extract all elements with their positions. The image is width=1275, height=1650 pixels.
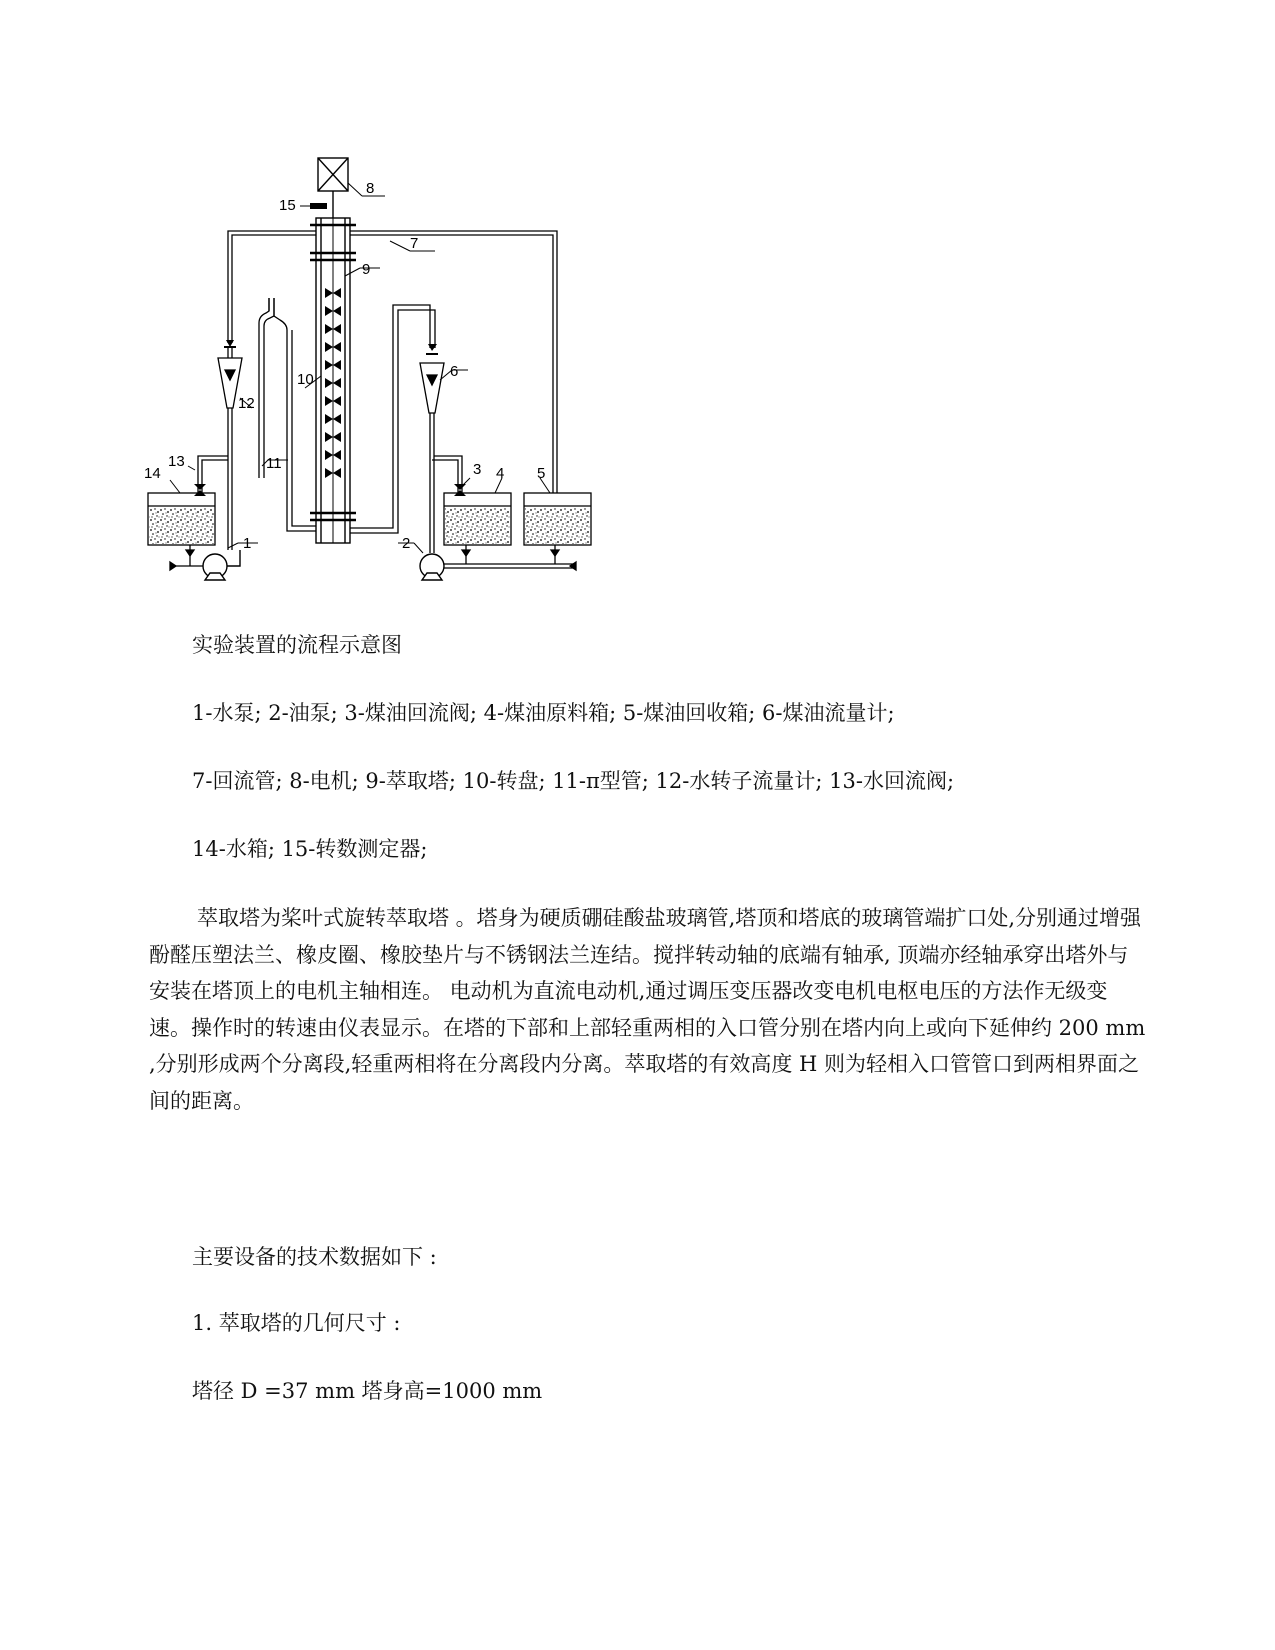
kerosene-recovery-tank bbox=[524, 493, 591, 545]
apparatus-flow-diagram bbox=[140, 148, 600, 593]
part-label-15: 15 bbox=[279, 197, 296, 214]
part-label-3: 3 bbox=[473, 461, 482, 478]
oil-pump bbox=[420, 554, 444, 580]
part-label-1: 1 bbox=[243, 535, 252, 552]
leader-lines bbox=[170, 183, 550, 553]
part-label-13: 13 bbox=[168, 453, 185, 470]
return-pipe bbox=[226, 231, 557, 493]
water-rotameter bbox=[218, 347, 242, 550]
part-label-7: 7 bbox=[410, 235, 419, 252]
part-label-10: 10 bbox=[297, 371, 314, 388]
extraction-column bbox=[310, 218, 356, 543]
part-label-14: 14 bbox=[144, 465, 161, 482]
part-label-12: 12 bbox=[238, 395, 255, 412]
part-label-4: 4 bbox=[496, 465, 505, 482]
figure-caption: 实验装置的流程示意图 bbox=[192, 633, 402, 657]
spec-item-1-value: 塔径 D =37 mm 塔身高=1000 mm bbox=[192, 1379, 543, 1403]
legend-line-2: 7-回流管; 8-电机; 9-萃取塔; 10-转盘; 11-π型管; 12-水转子流量计; 13-水回流阀; bbox=[192, 769, 955, 793]
speed-sensor bbox=[310, 203, 327, 209]
part-label-9: 9 bbox=[362, 261, 371, 278]
kerosene-rotameter bbox=[350, 305, 444, 553]
spec-item-1: 1. 萃取塔的几何尺寸 : bbox=[192, 1311, 401, 1335]
part-label-5: 5 bbox=[537, 465, 546, 482]
part-label-2: 2 bbox=[402, 535, 411, 552]
spec-heading: 主要设备的技术数据如下 : bbox=[192, 1245, 437, 1269]
body-paragraph: 萃取塔为桨叶式旋转萃取塔 。塔身为硬质硼硅酸盐玻璃管,塔顶和塔底的玻璃管端扩口处,分别通过增强酚醛压塑法兰、橡皮圈、橡胶垫片与不锈钢法兰连结。搅拌转动轴的底端有轴承, 顶端亦经轴承穿出塔外与安装在塔顶上的电机主轴相连。 电动机为直流电动机,通过调压变压器改变电机电枢电压的方法作无级变速。操作时的转速由仪表显示。在塔的下部和上部轻重两相的入口管分别在塔内向上或向下延伸约 200 mm ,分别形成两个分离段,轻重两相将在分离段内分离。萃取塔的有效高度 H 则为轻相入口管管口到两相界面之间的距离。 bbox=[149, 906, 1146, 1113]
legend-line-3: 14-水箱; 15-转数测定器; bbox=[192, 837, 428, 861]
water-pump bbox=[203, 550, 240, 580]
legend-line-1: 1-水泵; 2-油泵; 3-煤油回流阀; 4-煤油原料箱; 5-煤油回收箱; 6-煤油流量计; bbox=[192, 701, 895, 725]
part-label-6: 6 bbox=[450, 363, 459, 380]
part-label-11: 11 bbox=[266, 455, 282, 472]
pi-type-pipe bbox=[259, 298, 316, 531]
part-label-8: 8 bbox=[366, 180, 375, 197]
